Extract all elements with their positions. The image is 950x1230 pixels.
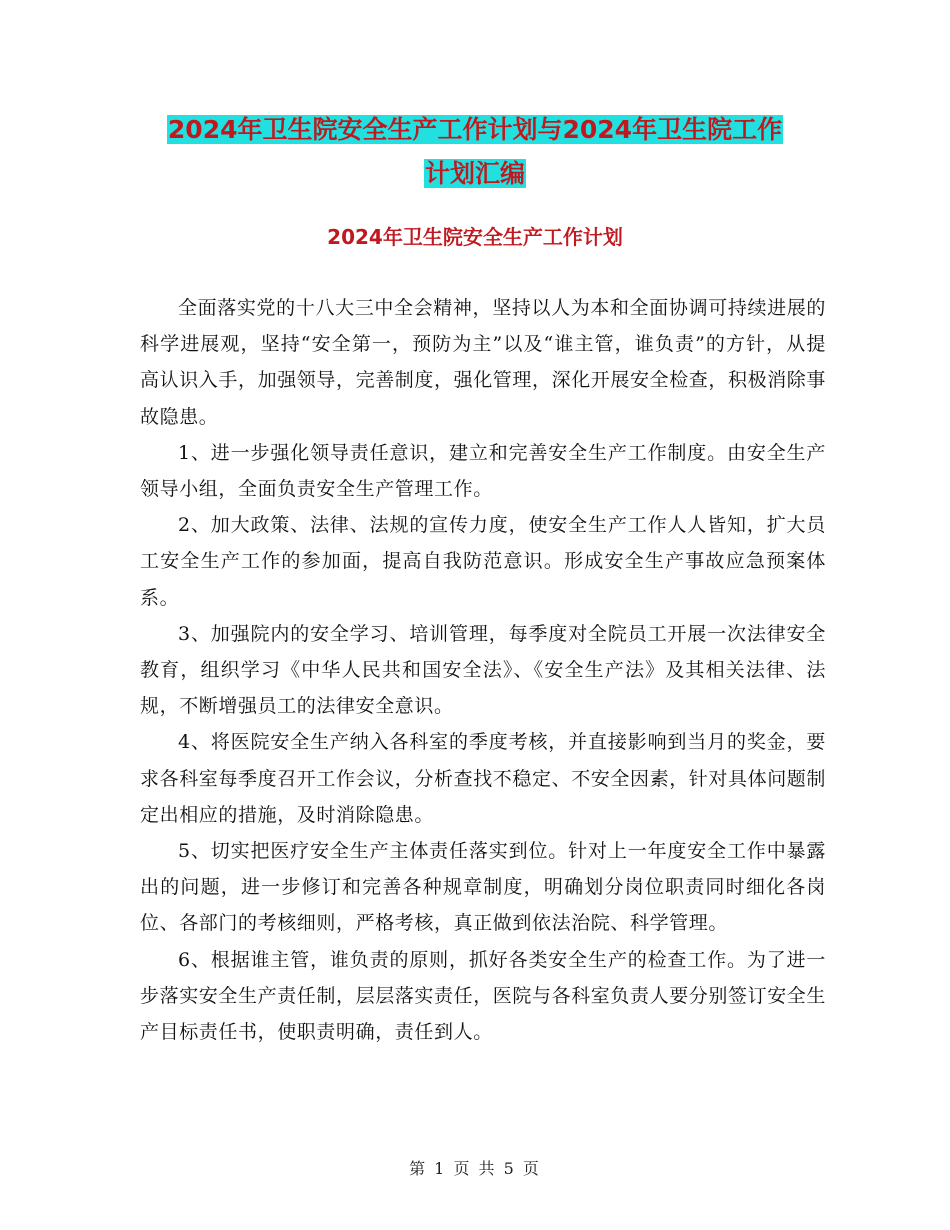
paragraph-item-4: 4、将医院安全生产纳入各科室的季度考核，并直接影响到当月的奖金，要求各科室每季度召开工作会议，分析查找不稳定、不安全因素，针对具体问题制定出相应的措施，及时消除隐患。 <box>140 731 827 826</box>
paragraph-item-3: 3、加强院内的安全学习、培训管理，每季度对全院员工开展一次法律安全教育，组织学习《中华人民共和国安全法》、《安全生产法》及其相关法律、法规，不断增强员工的法律安全意识。 <box>140 622 826 718</box>
page-number-footer: 第 1 页 共 5 页 <box>409 1159 541 1178</box>
section-heading: 2024年卫生院安全生产工作计划 <box>327 225 623 249</box>
document-body <box>140 290 826 1050</box>
paragraph-item-1: 1、进一步强化领导责任意识，建立和完善安全生产工作制度。由安全生产领导小组，全面负责安全生产管理工作。 <box>140 441 826 501</box>
paragraph-item-2: 2、加大政策、法律、法规的宣传力度，使安全生产工作人人皆知，扩大员工安全生产工作的参加面，提高自我防范意识。形成安全生产事故应急预案体系。 <box>140 514 826 609</box>
paragraph-item-6: 6、根据谁主管，谁负责的原则，抓好各类安全生产的检查工作。为了进一步落实安全生产责任制，层层落实责任，医院与各科室负责人要分别签订安全生产目标责任书，使职责明确，责任到人。 <box>140 948 827 1044</box>
document-title-text-2: 计划汇编 <box>424 159 525 188</box>
paragraph-intro: 全面落实党的十八大三中全会精神，坚持以人为本和全面协调可持续进展的科学进展观，坚持“安全第一，预防为主”以及“谁主管，谁负责”的方针，从提高认识入手，加强领导，完善制度，强化管理，深化开展安全检查，积极消除事故隐患。 <box>140 297 827 428</box>
document-title-text-1: 2024年卫生院安全生产工作计划与2024年卫生院工作 <box>167 115 783 144</box>
document-title-line-1 <box>0 113 950 147</box>
document-title-line-2 <box>0 157 950 191</box>
paragraph-item-5: 5、切实把医疗安全生产主体责任落实到位。针对上一年度安全工作中暴露出的问题，进一步修订和完善各种规章制度，明确划分岗位职责同时细化各岗位、各部门的考核细则，严格考核，真正做到依法治院、科学管理。 <box>140 840 826 935</box>
